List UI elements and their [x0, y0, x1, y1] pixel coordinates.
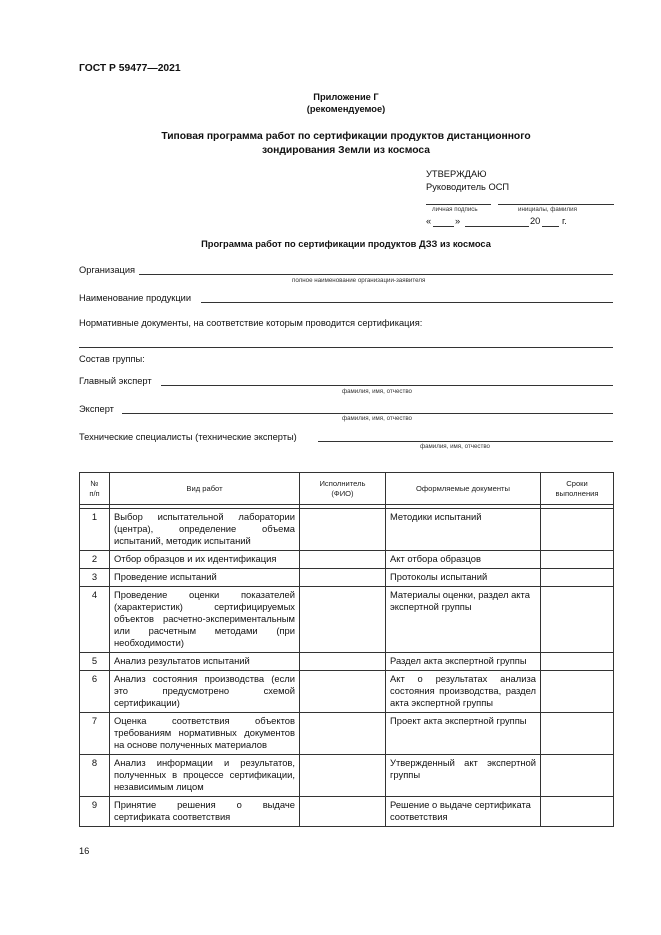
- date-quote-close: »: [455, 216, 461, 226]
- approve-label: УТВЕРЖДАЮ: [426, 169, 487, 179]
- row-executor: [300, 797, 386, 827]
- row-term: [541, 569, 614, 587]
- header-num: № п/п: [80, 473, 110, 505]
- chief-expert-label: Главный эксперт: [79, 376, 152, 386]
- row-work: Анализ информации и результатов, полученных в процессе сертификации, независимым лицом: [110, 755, 300, 797]
- row-docs: Решение о выдаче сертификата соответствия: [386, 797, 541, 827]
- organization-label: Организация: [79, 265, 136, 275]
- row-term: [541, 797, 614, 827]
- row-executor: [300, 653, 386, 671]
- header-docs: Оформляемые документы: [386, 473, 541, 505]
- row-docs: Акт о результатах анализа состояния производства, раздел акта экспертной группы: [386, 671, 541, 713]
- heading-line-2: зондирования Земли из космоса: [262, 145, 430, 156]
- signature-line: [426, 204, 491, 205]
- appendix-subtitle: (рекомендуемое): [306, 104, 386, 114]
- row-num: 1: [80, 509, 110, 551]
- row-num: 3: [80, 569, 110, 587]
- table-row: [80, 713, 614, 755]
- row-term: [541, 653, 614, 671]
- expert-label: Эксперт: [79, 404, 114, 414]
- organization-caption: полное наименование организации-заявителя: [292, 277, 426, 284]
- expert-caption: фамилия, имя, отчество: [342, 415, 412, 422]
- row-docs: Методики испытаний: [386, 509, 541, 551]
- row-docs: Акт отбора образцов: [386, 551, 541, 569]
- row-docs: Проект акта экспертной группы: [386, 713, 541, 755]
- expert-line: [122, 413, 613, 414]
- date-day-line: [433, 226, 454, 227]
- signature-caption: личная подпись: [432, 206, 478, 213]
- chief-expert-line: [161, 385, 613, 386]
- header-terms: Сроки выполнения: [541, 473, 614, 505]
- row-num: 5: [80, 653, 110, 671]
- row-executor: [300, 551, 386, 569]
- tech-specialists-line: [318, 441, 613, 442]
- normative-docs-label: Нормативные документы, на соответствие которым проводится сертификация:: [79, 318, 423, 328]
- heading-line-1: Типовая программа работ по сертификации продуктов дистанционного: [161, 131, 531, 142]
- row-term: [541, 671, 614, 713]
- row-num: 2: [80, 551, 110, 569]
- row-num: 6: [80, 671, 110, 713]
- header-executor: Исполнитель (ФИО): [300, 473, 386, 505]
- row-executor: [300, 671, 386, 713]
- row-num: 8: [80, 755, 110, 797]
- row-num: 9: [80, 797, 110, 827]
- row-work: Принятие решения о выдаче сертификата соответствия: [110, 797, 300, 827]
- row-work: Отбор образцов и их идентификация: [110, 551, 300, 569]
- name-line: [498, 204, 614, 205]
- document-id: ГОСТ Р 59477—2021: [79, 63, 181, 74]
- table-row: [80, 755, 614, 797]
- page-number: 16: [79, 846, 90, 856]
- row-work: Анализ состояния производства (если это предусмотрено схемой сертификации): [110, 671, 300, 713]
- row-docs: Протоколы испытаний: [386, 569, 541, 587]
- row-work: Анализ результатов испытаний: [110, 653, 300, 671]
- table-row: [80, 653, 614, 671]
- row-term: [541, 587, 614, 653]
- chief-expert-caption: фамилия, имя, отчество: [342, 388, 412, 395]
- date-month-line: [465, 226, 529, 227]
- row-num: 7: [80, 713, 110, 755]
- row-term: [541, 509, 614, 551]
- product-name-label: Наименование продукции: [79, 293, 192, 303]
- row-num: 4: [80, 587, 110, 653]
- row-work: Выбор испытательной лаборатории (центра), определение объема испытаний, методик испытаний: [110, 509, 300, 551]
- row-docs: Раздел акта экспертной группы: [386, 653, 541, 671]
- row-term: [541, 551, 614, 569]
- table-row: [80, 551, 614, 569]
- program-title: Программа работ по сертификации продуктов ДЗЗ из космоса: [201, 239, 491, 249]
- tech-specialists-caption: фамилия, имя, отчество: [420, 443, 490, 450]
- date-year-line: [542, 226, 559, 227]
- head-label: Руководитель ОСП: [426, 182, 510, 192]
- date-year-prefix: 20: [530, 216, 541, 226]
- row-executor: [300, 509, 386, 551]
- table-row: [80, 569, 614, 587]
- row-work: Оценка соответствия объектов требованиям нормативных документов на основе полученных материалов: [110, 713, 300, 755]
- group-label: Состав группы:: [79, 354, 145, 364]
- row-executor: [300, 713, 386, 755]
- appendix-title: Приложение Г: [313, 92, 379, 102]
- date-suffix: г.: [562, 216, 567, 226]
- normative-docs-line: [79, 347, 613, 348]
- row-executor: [300, 587, 386, 653]
- table-row: [80, 671, 614, 713]
- tech-specialists-label: Технические специалисты (технические эксперты): [79, 432, 297, 442]
- organization-line: [139, 274, 613, 275]
- header-work: Вид работ: [110, 473, 300, 505]
- table-row: [80, 587, 614, 653]
- table-row: [80, 509, 614, 551]
- date-quote-open: «: [426, 216, 432, 226]
- table-row: [80, 797, 614, 827]
- table-header-row: [80, 473, 614, 505]
- name-caption: инициалы, фамилия: [518, 206, 577, 213]
- row-work: Проведение оценки показателей (характеристик) сертифицируемых объектов расчетно-экспериментальным или расчетным методами (при необходимости): [110, 587, 300, 653]
- row-docs: Утвержденный акт экспертной группы: [386, 755, 541, 797]
- row-executor: [300, 755, 386, 797]
- work-program-table: [79, 472, 614, 827]
- row-term: [541, 713, 614, 755]
- product-name-line: [201, 302, 613, 303]
- row-term: [541, 755, 614, 797]
- row-work: Проведение испытаний: [110, 569, 300, 587]
- row-docs: Материалы оценки, раздел акта экспертной группы: [386, 587, 541, 653]
- row-executor: [300, 569, 386, 587]
